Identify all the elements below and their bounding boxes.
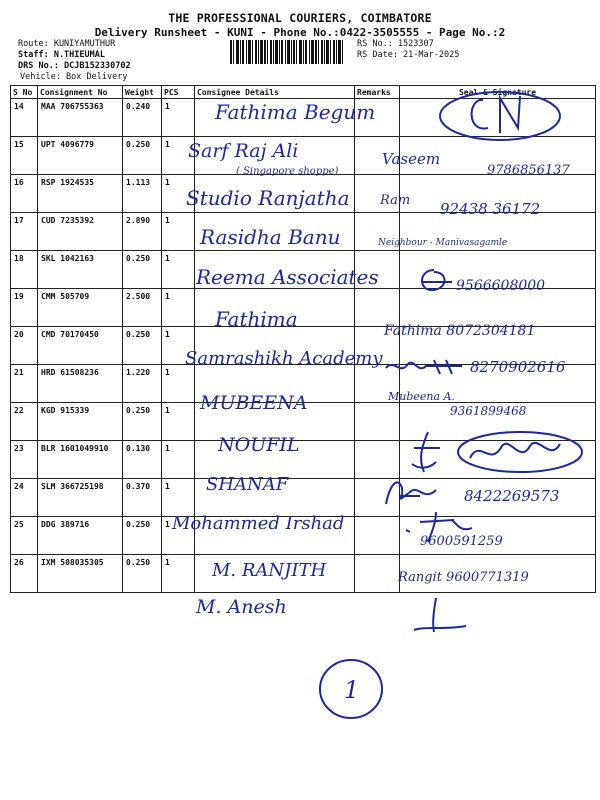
handwritten-name-23: SHANAF: [206, 474, 289, 495]
header-remarks: Remarks: [355, 86, 400, 99]
cell-weight: 0.250: [123, 403, 162, 441]
handwritten-sign-15: Vaseem: [382, 150, 441, 168]
handwritten-note-17: Neighbour - Manivasagamle: [378, 238, 508, 248]
handwritten-phone-20: 8270902616: [470, 358, 566, 376]
rs-number: RS No.: 1523307: [357, 39, 434, 49]
signature-scribble-22: [410, 428, 585, 476]
handwritten-name-20: Samrashikh Academy: [185, 348, 383, 369]
handwritten-sign-19: Fathima 8072304181: [384, 323, 536, 339]
cell-sno: 21: [11, 365, 38, 403]
cell-consignment: MAA 706755363: [38, 99, 123, 137]
cell-consignment: UPT 4096779: [38, 137, 123, 175]
cell-sno: 17: [11, 213, 38, 251]
cell-sno: 26: [11, 555, 38, 593]
signature-scribble-20: [384, 356, 464, 378]
handwritten-phone-15: 9786856137: [487, 163, 570, 178]
cell-remarks: [355, 403, 400, 441]
cell-sno: 25: [11, 517, 38, 555]
table-row: [11, 289, 596, 327]
header-consignment: Consignment No: [38, 86, 123, 99]
cell-pcs: 1: [162, 251, 195, 289]
cell-consignment: CMM 505709: [38, 289, 123, 327]
handwritten-sign-21: Mubeena A.: [388, 390, 455, 403]
cell-pcs: 1: [162, 517, 195, 555]
cell-pcs: 1: [162, 403, 195, 441]
cell-consignment: RSP 1924535: [38, 175, 123, 213]
cell-sno: 23: [11, 441, 38, 479]
cell-consignment: SLM 366725198: [38, 479, 123, 517]
header-sno: S No: [11, 86, 38, 99]
cell-pcs: 1: [162, 213, 195, 251]
cell-pcs: 1: [162, 479, 195, 517]
signature-scribble-18: [414, 266, 454, 296]
handwritten-phone-21: 9361899468: [450, 404, 527, 418]
signature-scribble-14: [438, 88, 568, 146]
cell-weight: 2.890: [123, 213, 162, 251]
cell-pcs: 1: [162, 555, 195, 593]
cell-pcs: 1: [162, 137, 195, 175]
cell-sno: 14: [11, 99, 38, 137]
cell-weight: 1.113: [123, 175, 162, 213]
cell-pcs: 1: [162, 99, 195, 137]
cell-weight: 2.500: [123, 289, 162, 327]
cell-pcs: 1: [162, 365, 195, 403]
handwritten-name-14: Fathima Begum: [215, 100, 376, 124]
cell-weight: 0.250: [123, 251, 162, 289]
handwritten-name-26: M. Anesh: [196, 596, 287, 618]
cell-remarks: [355, 289, 400, 327]
header-seal: Seal & Signature: [400, 86, 596, 99]
cell-weight: 0.250: [123, 137, 162, 175]
cell-sno: 24: [11, 479, 38, 517]
cell-consignment: BLR 1601049910: [38, 441, 123, 479]
cell-sno: 16: [11, 175, 38, 213]
cell-sno: 19: [11, 289, 38, 327]
handwritten-name-25: M. RANJITH: [212, 560, 327, 581]
runsheet-subtitle: Delivery Runsheet - KUNI - Phone No.:0422-3505555 - Page No.:2: [94, 26, 506, 39]
cell-weight: 0.370: [123, 479, 162, 517]
handwritten-name-16: Studio Ranjatha: [186, 186, 350, 210]
cell-consignment: SKL 1042163: [38, 251, 123, 289]
cell-pcs: 1: [162, 175, 195, 213]
cell-remarks: [355, 555, 400, 593]
cell-remarks: [355, 441, 400, 479]
handwritten-phone-18: 9566608000: [456, 278, 546, 294]
signature-scribble-26: [410, 596, 470, 636]
cell-weight: 0.250: [123, 555, 162, 593]
handwritten-name-15: Sarf Raj Ali: [188, 140, 299, 162]
signature-scribble-23: [380, 474, 440, 510]
cell-pcs: 1: [162, 327, 195, 365]
company-title: THE PROFESSIONAL COURIERS, COIMBATORE: [168, 11, 432, 25]
header-weight: Weight: [123, 86, 162, 99]
handwritten-phone-16: 92438 36172: [440, 200, 541, 218]
staff-label: Staff: N.THIEUMAL: [18, 50, 105, 60]
cell-consignment: CUD 7235392: [38, 213, 123, 251]
handwritten-phone-23: 8422269573: [464, 487, 560, 505]
handwritten-name-22: NOUFIL: [218, 434, 300, 456]
page-number-mark: [316, 656, 386, 722]
cell-consignment: DDG 389716: [38, 517, 123, 555]
header-pcs: PCS: [162, 86, 195, 99]
handwritten-sign-25: Rangit 9600771319: [398, 570, 529, 585]
handwritten-name-21: MUBEENA: [200, 392, 308, 414]
cell-sno: 20: [11, 327, 38, 365]
cell-sno: 15: [11, 137, 38, 175]
cell-pcs: 1: [162, 289, 195, 327]
rs-date: RS Date: 21-Mar-2025: [357, 50, 460, 60]
handwritten-name-19: Fathima: [215, 307, 298, 331]
cell-weight: 0.250: [123, 327, 162, 365]
drs-number: DRS No.: DCJB152330702: [18, 61, 131, 71]
cell-consignment: KGD 915339: [38, 403, 123, 441]
cell-consignment: HRD 61508236: [38, 365, 123, 403]
cell-sno: 22: [11, 403, 38, 441]
vehicle-label: Vehicle: Box Delivery: [20, 72, 128, 82]
cell-weight: 1.220: [123, 365, 162, 403]
cell-weight: 0.130: [123, 441, 162, 479]
barcode-image: [230, 40, 343, 64]
runsheet-meta-left: [18, 39, 131, 83]
cell-remarks: [355, 517, 400, 555]
cell-weight: 0.240: [123, 99, 162, 137]
handwritten-sign-16: Ram: [380, 193, 411, 208]
header-consignee: Consignee Details: [195, 86, 355, 99]
cell-weight: 0.250: [123, 517, 162, 555]
cell-consignment: CMD 70170450: [38, 327, 123, 365]
runsheet-meta-right: [357, 39, 459, 61]
handwritten-phone-24: 9600591259: [420, 534, 503, 549]
handwritten-name-17: Rasidha Banu: [200, 225, 341, 249]
cell-pcs: 1: [162, 441, 195, 479]
svg-text:1: 1: [344, 676, 360, 704]
route-label: Route: KUNIYAMUTHUR: [18, 39, 116, 49]
cell-consignment: IXM 508035305: [38, 555, 123, 593]
cell-sno: 18: [11, 251, 38, 289]
handwritten-name-18: Reema Associates: [196, 265, 379, 289]
handwritten-name-24: Mohammed Irshad: [172, 513, 345, 534]
handwritten-note-15: ( Singapore shoppe): [236, 166, 339, 177]
